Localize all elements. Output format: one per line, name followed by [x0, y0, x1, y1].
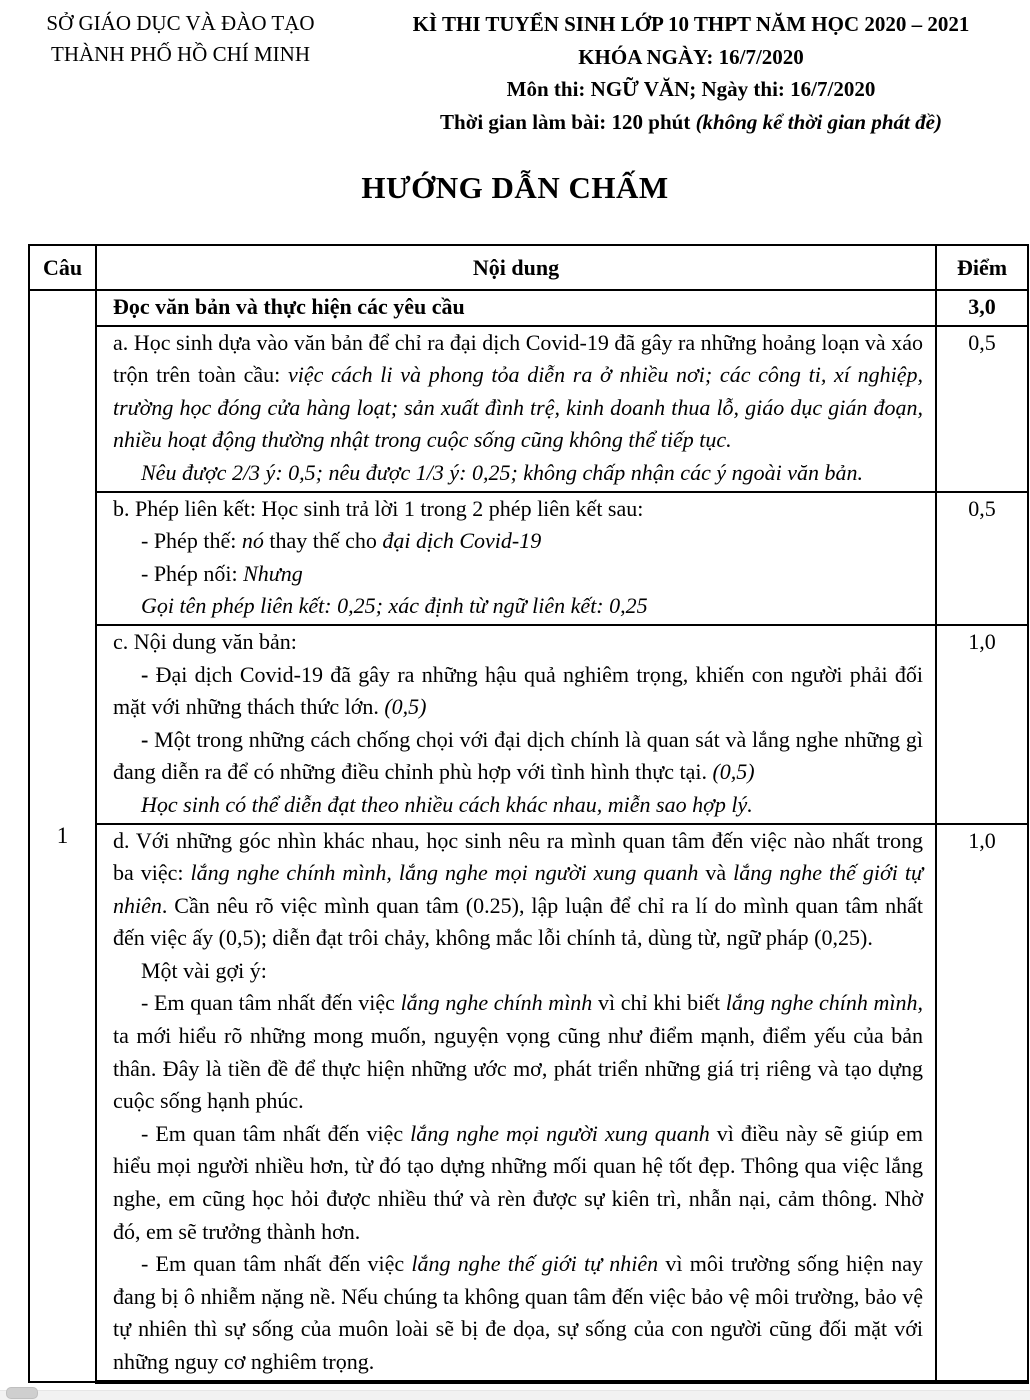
text-segment: . Cần nêu rõ việc mình quan tâm (0.25), lập luận để chỉ ra lí do mình quan tâm nhất đến việc ấy (0,5); diễn đạt trôi chảy, không mắc lỗi chính tả, dùng từ, ngữ pháp (0,25).: [113, 892, 923, 951]
text-segment: Một vài gợi ý:: [141, 957, 267, 983]
text-segment: Môn thi: NGỮ VĂN; Ngày thi: 16/7/2020: [506, 77, 876, 101]
page-title: HƯỚNG DẪN CHẤM: [361, 170, 669, 205]
content-paragraph: [113, 457, 923, 490]
text-segment: c. Nội dung văn bản:: [113, 628, 297, 654]
content-paragraph: [113, 493, 923, 526]
text-segment: a. Học sinh dựa vào văn bản để chỉ ra đại dịch Covid-19 đã gây ra những hoảng loạn và xáo trộn trên toàn cầu:: [113, 329, 923, 388]
content-paragraph: [113, 291, 923, 324]
content-paragraph: [113, 1248, 923, 1378]
text-segment: Thời gian làm bài: 120 phút: [440, 109, 696, 134]
exam-info-line: [371, 73, 1011, 106]
content-cell: [96, 492, 936, 625]
text-segment: Học sinh có thể diễn đạt theo nhiều cách khác nhau, miễn sao hợp lý.: [141, 791, 753, 817]
content-cell: [96, 625, 936, 824]
text-segment: ta mới hiểu rõ những mong muốn, nguyện vọng cũng như điểm mạnh, điểm yếu của bản thân. Đây là tiền đề để thực hiện những ước mơ, phát triển những giá trị riêng và tạo dựng cuộc sống hạnh phúc.: [113, 1023, 923, 1114]
text-segment: (0,5): [712, 759, 755, 785]
table-row: [29, 824, 1028, 1382]
text-segment: - Em quan tâm nhất đến việc: [141, 1120, 411, 1146]
question-number-cell: 1: [29, 290, 96, 1382]
content-paragraph: [113, 825, 923, 955]
text-segment: lắng nghe chính mình: [400, 990, 593, 1016]
table-row: [29, 492, 1028, 625]
table-body: [29, 290, 1028, 1382]
exam-info-line: [371, 8, 1011, 41]
content-paragraph: [113, 724, 923, 789]
text-segment: vì điều này sẽ giúp em hiểu mọi người nhiều hơn, từ đó tạo dựng những mối quan hệ tốt đẹp. Thông qua việc lắng nghe, em cũng học hỏi được nhiều thứ và rèn được sự kiên trì, nhẫn nại, cảm thông. Nhờ đó, em sẽ trưởng thành hơn.: [113, 1120, 923, 1244]
horizontal-scrollbar-thumb[interactable]: [6, 1387, 38, 1399]
column-header-question: Câu: [29, 245, 96, 290]
table-header-row: [29, 245, 1028, 290]
column-header-content: Nội dung: [96, 245, 936, 290]
text-segment: lắng nghe mọi người xung quanh: [410, 1120, 710, 1146]
text-segment: việc cách li và phong tỏa diễn ra ở nhiều nơi; các công ti, xí nghiệp, trường học đóng cửa hàng loạt; sản xuất đình trệ, kinh doanh thua lỗ, giáo dục gián đoạn, nhiều hoạt động thường nhật trong cuộc sống cũng không thể tiếp tục.: [113, 362, 923, 453]
content-paragraph: [113, 558, 923, 591]
text-segment: d. Với những góc nhìn khác nhau, học sinh nêu ra mình quan tâm đến việc nào nhất trong ba việc:: [113, 827, 923, 886]
text-segment: vì môi trường sống hiện nay đang bị ô nhiễm nặng nề. Nếu chúng ta không quan tâm đến việc bảo vệ môi trường, bảo vệ tự nhiên thì sự sống của muôn loài sẽ bị đe dọa, sự sống của con người cũng đối mặt với những nguy cơ nghiêm trọng.: [113, 1251, 923, 1374]
text-segment: (không kể thời gian phát đề): [695, 109, 942, 134]
text-segment: Gọi tên phép liên kết: 0,25; xác định từ ngữ liên kết: 0,25: [141, 593, 648, 619]
table-row: [29, 625, 1028, 824]
content-paragraph: [113, 590, 923, 623]
text-segment: b. Phép liên kết: Học sinh trả lời 1 trong 2 phép liên kết sau:: [113, 495, 644, 521]
score-cell: 0,5: [936, 492, 1028, 625]
text-segment: nó: [241, 528, 264, 554]
text-segment: -: [141, 726, 155, 752]
table-row: [29, 290, 1028, 326]
content-paragraph: [113, 1118, 923, 1248]
content-paragraph: [113, 789, 923, 822]
horizontal-scrollbar-track[interactable]: [0, 1390, 1030, 1400]
exam-info-line: [371, 41, 1011, 74]
text-segment: KÌ THI TUYỂN SINH LỚP 10 THPT NĂM HỌC 2020 – 2021: [412, 12, 970, 36]
score-cell: 3,0: [936, 290, 1028, 326]
text-segment: - Phép thế:: [141, 528, 242, 554]
authority-line-2: THÀNH PHỐ HỒ CHÍ MINH: [51, 42, 310, 66]
text-segment: Một trong những cách chống chọi với đại dịch chính là quan sát và lắng nghe những gì đang diễn ra để có những điều chỉnh phù hợp với tình hình thực tại.: [113, 726, 923, 785]
score-cell: 1,0: [936, 625, 1028, 824]
exam-info-block: [371, 8, 1011, 138]
column-header-score: Điểm: [936, 245, 1028, 290]
text-segment: lắng nghe chính mình,: [725, 990, 923, 1016]
content-cell: [96, 824, 936, 1382]
text-segment: Đại dịch Covid-19 đã gây ra những hậu quả nghiêm trọng, khiến con người phải đối mặt với những thách thức lớn.: [113, 661, 924, 720]
text-segment: thay thế cho: [263, 528, 383, 554]
text-segment: Đọc văn bản và thực hiện các yêu cầu: [113, 294, 465, 319]
grading-table: [28, 244, 1029, 1384]
table-row: [29, 326, 1028, 492]
text-segment: Nêu được 2/3 ý: 0,5; nêu được 1/3 ý: 0,25; không chấp nhận các ý ngoài văn bản.: [141, 459, 863, 485]
text-segment: lắng nghe thế giới tự nhiên: [411, 1251, 659, 1277]
text-segment: và: [698, 860, 734, 886]
text-segment: - Phép nối:: [141, 560, 244, 586]
content-paragraph: [113, 327, 923, 457]
content-paragraph: [113, 659, 923, 724]
content-paragraph: [113, 987, 923, 1117]
content-cell: [96, 326, 936, 492]
content-paragraph: [113, 525, 923, 558]
issuing-authority: [8, 8, 353, 138]
text-segment: (0,5): [384, 694, 427, 720]
document-header: [0, 0, 1030, 138]
text-segment: -: [141, 661, 156, 687]
authority-line-1: SỞ GIÁO DỤC VÀ ĐÀO TẠO: [46, 11, 315, 35]
text-segment: lắng nghe thế giới tự nhiên: [113, 860, 923, 918]
text-segment: Nhưng: [243, 560, 303, 586]
text-segment: KHÓA NGÀY: 16/7/2020: [578, 44, 804, 69]
content-paragraph: [113, 626, 923, 659]
score-cell: 0,5: [936, 326, 1028, 492]
text-segment: vì chỉ khi biết: [592, 990, 726, 1016]
exam-info-line: [371, 106, 1011, 139]
content-cell: [96, 290, 936, 326]
score-cell: 1,0: [936, 824, 1028, 1382]
table-header: [29, 245, 1028, 290]
text-segment: - Em quan tâm nhất đến việc: [141, 1251, 412, 1277]
text-segment: - Em quan tâm nhất đến việc: [141, 990, 401, 1016]
text-segment: lắng nghe chính mình, lắng nghe mọi người xung quanh: [190, 860, 699, 886]
text-segment: đại dịch Covid-19: [382, 528, 542, 554]
content-paragraph: [113, 955, 923, 988]
